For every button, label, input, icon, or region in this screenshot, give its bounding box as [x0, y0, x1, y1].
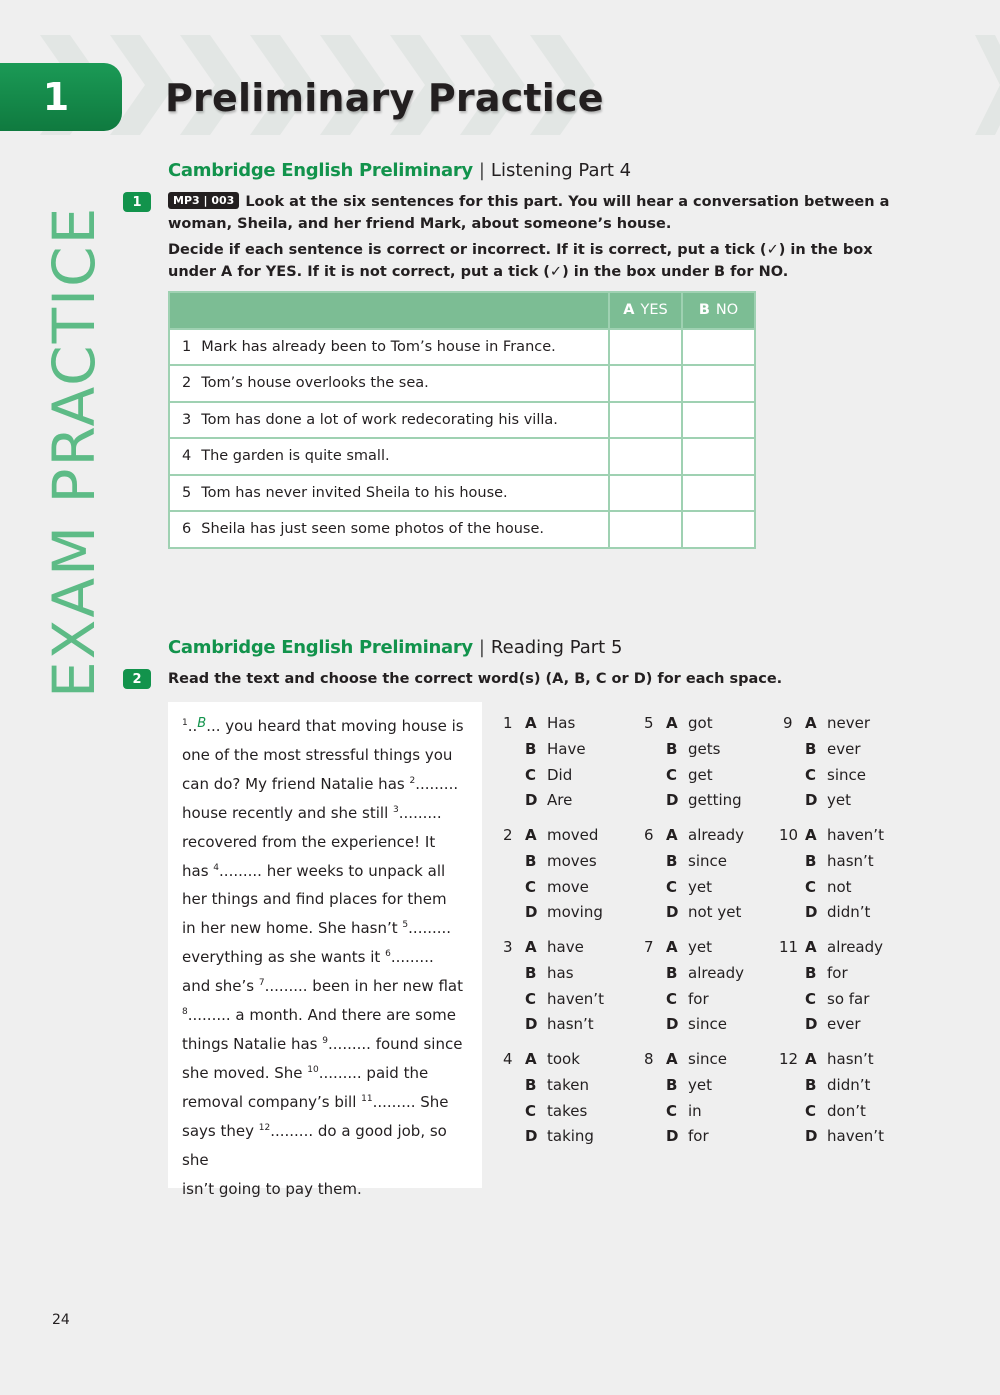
- statement-number: 5: [182, 484, 192, 501]
- option-text: for: [688, 1127, 709, 1146]
- text-line: [182, 1088, 472, 1117]
- option-letter: A: [666, 826, 678, 844]
- option-text: Has: [547, 714, 576, 732]
- column-label: NO: [715, 302, 739, 319]
- gap-number: 12: [258, 1122, 271, 1133]
- text-line: [182, 1059, 472, 1088]
- text-fragment: can do? My friend Natalie has: [182, 774, 410, 793]
- page-title: Preliminary Practice: [165, 76, 604, 120]
- answer-option[interactable]: [805, 1076, 870, 1102]
- option-text: taken: [547, 1075, 589, 1094]
- statement-text: Mark has already been to Tom’s house in France.: [201, 338, 556, 355]
- statement-number: 3: [182, 411, 192, 428]
- option-letter: D: [805, 791, 818, 810]
- column-label: YES: [640, 302, 668, 319]
- answer-option[interactable]: [666, 740, 720, 766]
- side-label-text: EXAM PRACTICE: [40, 205, 108, 698]
- option-text: haven’t: [827, 826, 884, 844]
- answer-option[interactable]: [666, 964, 744, 990]
- text-fragment: she moved. She: [182, 1063, 308, 1082]
- option-text: has: [547, 963, 574, 982]
- answer-box-yes[interactable]: [609, 511, 682, 548]
- audio-tag: MP3 | 003: [168, 192, 239, 209]
- text-line: [182, 914, 472, 943]
- option-text: haven’t: [547, 989, 604, 1008]
- gap-number: 9: [322, 1035, 329, 1046]
- answer-option[interactable]: [805, 1015, 861, 1041]
- option-text: not yet: [688, 903, 742, 922]
- option-letter: C: [525, 877, 537, 896]
- answer-option[interactable]: [525, 938, 584, 964]
- gap-number: 11: [361, 1093, 373, 1104]
- text-line: [182, 857, 472, 886]
- answer-option[interactable]: [666, 1015, 727, 1041]
- table-row: [169, 329, 755, 366]
- statement-text: Tom’s house overlooks the sea.: [201, 375, 429, 392]
- text-fragment: ......... her weeks to unpack all: [219, 861, 446, 880]
- option-text: takes: [547, 1101, 588, 1120]
- text-line: [182, 741, 472, 770]
- answer-option[interactable]: [666, 852, 727, 878]
- text-line: [182, 770, 472, 799]
- answer-box-yes[interactable]: [609, 475, 682, 512]
- option-text: have: [547, 938, 584, 956]
- statement-number: 6: [182, 521, 192, 538]
- text-fragment: .........: [398, 803, 442, 822]
- option-letter: C: [805, 877, 817, 896]
- question-number: 1: [503, 714, 513, 732]
- option-letter: B: [666, 739, 678, 758]
- gap-dots: ..: [187, 717, 198, 735]
- text-fragment: has: [182, 861, 214, 880]
- unit-number: 1: [42, 75, 70, 119]
- answer-box-yes[interactable]: [609, 402, 682, 439]
- option-letter: A: [525, 938, 537, 956]
- answer-option[interactable]: [805, 1050, 874, 1076]
- option-letter: C: [666, 1101, 678, 1120]
- option-letter: A: [525, 714, 537, 732]
- answer-option[interactable]: [805, 791, 851, 817]
- answer-option[interactable]: [805, 766, 866, 792]
- statement-text: Tom has never invited Sheila to his house.: [201, 484, 508, 501]
- option-text: ever: [827, 739, 861, 758]
- answer-option[interactable]: [666, 990, 709, 1016]
- answer-option[interactable]: [805, 964, 848, 990]
- question-number: 5: [644, 714, 654, 732]
- answer-option[interactable]: [525, 766, 572, 792]
- answer-option[interactable]: [666, 903, 741, 929]
- statement-cell: [169, 438, 609, 475]
- gap-number: 3: [393, 804, 399, 815]
- option-text: taking: [547, 1127, 594, 1146]
- option-letter: A: [525, 826, 537, 844]
- answer-option[interactable]: [525, 1076, 589, 1102]
- statement-number: 1: [182, 338, 192, 355]
- option-letter: C: [525, 989, 537, 1008]
- text-fragment: ......... been in her new flat: [264, 977, 463, 996]
- answer-option[interactable]: [525, 740, 586, 766]
- section1-heading: [168, 160, 631, 181]
- answer-option[interactable]: [525, 1127, 594, 1153]
- option-letter: C: [805, 765, 817, 784]
- answer-option[interactable]: [525, 826, 598, 852]
- option-text: since: [688, 1050, 727, 1068]
- answer-option[interactable]: [525, 964, 574, 990]
- option-text: already: [688, 963, 745, 982]
- page-number: 24: [52, 1312, 70, 1328]
- example-answer: B: [197, 716, 207, 731]
- text-fragment: ......... a month. And there are some: [187, 1006, 456, 1025]
- answer-option[interactable]: [525, 1102, 587, 1128]
- answer-option[interactable]: [666, 938, 712, 964]
- option-letter: B: [805, 851, 817, 870]
- option-letter: B: [666, 851, 678, 870]
- option-letter: A: [525, 1050, 537, 1068]
- option-text: yet: [688, 877, 712, 896]
- option-letter: B: [666, 1075, 678, 1094]
- answer-option[interactable]: [805, 826, 884, 852]
- option-text: since: [827, 765, 866, 784]
- option-letter: B: [525, 1075, 537, 1094]
- option-text: Have: [547, 739, 586, 758]
- text-line: [182, 828, 472, 857]
- gap-number: 1: [182, 718, 188, 728]
- answer-box-no[interactable]: [682, 402, 755, 439]
- question-number: 4: [503, 1050, 513, 1068]
- text-fragment: ... you heard that moving house is: [206, 717, 464, 735]
- option-letter: D: [805, 903, 818, 922]
- text-fragment: things Natalie has: [182, 1034, 323, 1053]
- option-letter: C: [666, 765, 678, 784]
- option-text: since: [688, 1015, 727, 1034]
- table-row: [169, 402, 755, 439]
- column-letter: A: [623, 302, 635, 319]
- option-letter: D: [666, 791, 679, 810]
- option-text: hasn’t: [547, 1015, 594, 1034]
- answer-option[interactable]: [666, 766, 713, 792]
- side-label: [40, 150, 108, 698]
- option-text: moving: [547, 903, 603, 922]
- option-letter: D: [805, 1127, 818, 1146]
- text-fragment: and she’s: [182, 977, 259, 996]
- option-text: Did: [547, 765, 573, 784]
- section1-instruction-2: Decide if each sentence is correct or incorrect. If it is correct, put a tick (✓) in the box under A for YES. If it is not correct, put a tick (✓) in the box under B for NO.: [168, 242, 873, 280]
- answer-option[interactable]: [525, 990, 604, 1016]
- question-number: 11: [779, 938, 799, 956]
- option-letter: B: [525, 963, 537, 982]
- answer-box-yes[interactable]: [609, 329, 682, 366]
- text-fragment: removal company’s bill: [182, 1092, 362, 1111]
- table-header-row: [169, 292, 755, 329]
- table-row: [169, 365, 755, 402]
- option-text: didn’t: [827, 1075, 871, 1094]
- gap-number: 10: [307, 1064, 319, 1075]
- option-text: ever: [827, 1015, 861, 1034]
- reading-text-box: [168, 702, 482, 1198]
- question-number: 6: [644, 826, 654, 844]
- column-header-yes: [609, 292, 682, 329]
- text-fragment: ......... paid the: [318, 1063, 429, 1082]
- column-letter: B: [698, 302, 710, 319]
- answer-box-no[interactable]: [682, 475, 755, 512]
- answer-box-no[interactable]: [682, 329, 755, 366]
- answer-option[interactable]: [805, 852, 874, 878]
- option-letter: C: [666, 877, 678, 896]
- option-text: moved: [547, 826, 599, 844]
- option-text: not: [827, 877, 852, 896]
- option-text: already: [827, 938, 884, 956]
- gap-number: 8: [182, 1007, 188, 1018]
- text-line: [182, 1030, 472, 1059]
- answer-option[interactable]: [805, 740, 861, 766]
- answer-option[interactable]: [666, 1050, 727, 1076]
- statement-text: Sheila has just seen some photos of the house.: [201, 521, 544, 538]
- answer-box-no[interactable]: [682, 365, 755, 402]
- text-line: [182, 943, 472, 972]
- question-number: 3: [503, 938, 513, 956]
- answer-option[interactable]: [805, 1127, 884, 1153]
- section2-brand: Cambridge English Preliminary: [168, 637, 473, 658]
- instruction-text: Look at the six sentences for this part. You will hear a conversation between a woman, Sheila, and her friend Mark, about someone’s house.: [168, 194, 890, 232]
- option-text: move: [547, 877, 589, 896]
- option-text: took: [547, 1050, 580, 1068]
- option-letter: C: [805, 1101, 817, 1120]
- text-fragment: house recently and she still: [182, 803, 394, 822]
- option-text: yet: [827, 791, 851, 810]
- text-line: [182, 972, 472, 1001]
- answer-option[interactable]: [525, 878, 589, 904]
- gap-number: 7: [258, 978, 265, 989]
- option-letter: B: [805, 1075, 817, 1094]
- option-text: in: [688, 1101, 702, 1120]
- answer-option[interactable]: [666, 714, 713, 740]
- question-number: 12: [779, 1050, 799, 1068]
- option-letter: D: [525, 791, 538, 810]
- answer-option[interactable]: [525, 791, 572, 817]
- answer-option[interactable]: [525, 1050, 580, 1076]
- option-letter: C: [525, 765, 537, 784]
- option-text: haven’t: [827, 1127, 884, 1146]
- exercise-number-badge: 2: [123, 669, 151, 689]
- text-line: [182, 1001, 472, 1030]
- gap-number: 5: [402, 920, 409, 931]
- statement-number: 2: [182, 375, 192, 392]
- statement-text: Tom has done a lot of work redecorating his villa.: [201, 411, 558, 428]
- option-text: yet: [688, 938, 712, 956]
- text-fragment: says they: [182, 1121, 259, 1140]
- text-fragment: ......... do a good job, so she: [182, 1121, 447, 1169]
- option-letter: D: [525, 1015, 538, 1034]
- table-header-blank: [169, 292, 609, 329]
- option-letter: D: [805, 1015, 818, 1034]
- text-line: [182, 799, 472, 828]
- option-text: didn’t: [827, 903, 871, 922]
- option-text: hasn’t: [827, 851, 874, 870]
- answer-option[interactable]: [666, 1127, 709, 1153]
- statement-cell: [169, 329, 609, 366]
- answer-box-no[interactable]: [682, 438, 755, 475]
- answer-box-no[interactable]: [682, 511, 755, 548]
- answer-option[interactable]: [666, 791, 742, 817]
- option-letter: A: [805, 714, 817, 732]
- text-fragment: isn’t going to pay them.: [182, 1179, 362, 1198]
- option-text: already: [688, 826, 745, 844]
- question-number: 8: [644, 1050, 654, 1068]
- section2-separator: |: [478, 637, 485, 658]
- text-fragment: one of the most stressful things you: [182, 745, 453, 764]
- section1-brand: Cambridge English Preliminary: [168, 160, 473, 181]
- answer-option[interactable]: [666, 878, 712, 904]
- table-row: [169, 511, 755, 548]
- option-text: Are: [547, 791, 573, 810]
- option-letter: D: [525, 903, 538, 922]
- answer-box-yes[interactable]: [609, 365, 682, 402]
- answer-option[interactable]: [525, 1015, 594, 1041]
- option-text: for: [688, 989, 709, 1008]
- option-letter: C: [805, 989, 817, 1008]
- text-fragment: .........: [390, 948, 434, 967]
- answer-option[interactable]: [805, 1102, 866, 1128]
- question-number: 10: [779, 826, 799, 844]
- option-letter: C: [666, 989, 678, 1008]
- answer-option[interactable]: [666, 826, 744, 852]
- option-letter: D: [525, 1127, 538, 1146]
- answer-option[interactable]: [805, 878, 852, 904]
- answer-option[interactable]: [805, 990, 869, 1016]
- table-body: [169, 329, 755, 548]
- answer-box-yes[interactable]: [609, 438, 682, 475]
- option-letter: B: [805, 963, 817, 982]
- option-letter: D: [666, 903, 679, 922]
- answer-option[interactable]: [525, 714, 575, 740]
- section1-part: Listening Part 4: [490, 160, 632, 181]
- statement-number: 4: [182, 448, 192, 465]
- section2-heading: [168, 637, 622, 658]
- question-number: 2: [503, 826, 513, 844]
- statement-cell: [169, 475, 609, 512]
- option-letter: A: [666, 714, 678, 732]
- option-text: gets: [688, 739, 721, 758]
- option-letter: D: [666, 1015, 679, 1034]
- answer-option[interactable]: [666, 1076, 712, 1102]
- option-text: yet: [688, 1075, 712, 1094]
- question-number: 7: [644, 938, 654, 956]
- text-fragment: recovered from the experience! It: [182, 832, 436, 851]
- statement-text: The garden is quite small.: [201, 448, 390, 465]
- text-fragment: in her new home. She hasn’t: [182, 919, 403, 938]
- option-letter: A: [805, 938, 817, 956]
- text-line: [182, 885, 472, 914]
- option-text: get: [688, 765, 713, 784]
- gap-number: 6: [385, 949, 391, 960]
- option-letter: A: [666, 1050, 678, 1068]
- option-letter: D: [666, 1127, 679, 1146]
- option-letter: B: [666, 963, 678, 982]
- option-text: moves: [547, 851, 597, 870]
- answer-option[interactable]: [525, 852, 597, 878]
- exercise-number-badge: 1: [123, 192, 151, 212]
- text-fragment: her things and find places for them: [182, 890, 447, 909]
- option-text: for: [827, 963, 848, 982]
- yes-no-table: [168, 291, 756, 549]
- answer-option[interactable]: [666, 1102, 702, 1128]
- option-text: never: [827, 714, 871, 732]
- gap-number: 4: [213, 862, 220, 873]
- option-text: since: [688, 851, 727, 870]
- section1-instructions: [168, 191, 898, 283]
- text-fragment: ......... found since: [328, 1034, 463, 1053]
- answer-option[interactable]: [805, 903, 870, 929]
- option-letter: A: [805, 826, 817, 844]
- text-fragment: .........: [408, 919, 452, 938]
- option-letter: A: [805, 1050, 817, 1068]
- statement-cell: [169, 511, 609, 548]
- section2-instruction: Read the text and choose the correct word(s) (A, B, C or D) for each space.: [168, 671, 783, 687]
- option-text: don’t: [827, 1101, 866, 1120]
- option-letter: B: [805, 739, 817, 758]
- gap-number: 2: [409, 775, 416, 786]
- section1-separator: |: [478, 160, 485, 181]
- option-text: so far: [827, 989, 870, 1008]
- answer-option[interactable]: [525, 903, 603, 929]
- option-letter: B: [525, 739, 537, 758]
- table-row: [169, 438, 755, 475]
- option-text: got: [688, 714, 713, 732]
- text-line: [182, 1117, 472, 1175]
- option-letter: A: [666, 938, 678, 956]
- option-letter: B: [525, 851, 537, 870]
- text-line: [182, 710, 472, 741]
- option-text: hasn’t: [827, 1050, 874, 1068]
- text-line: [182, 1175, 472, 1204]
- table-row: [169, 475, 755, 512]
- question-number: 9: [783, 714, 793, 732]
- text-fragment: everything as she wants it: [182, 948, 386, 967]
- text-fragment: ......... She: [372, 1092, 449, 1111]
- unit-number-tab: [0, 63, 122, 131]
- statement-cell: [169, 365, 609, 402]
- column-header-no: [682, 292, 755, 329]
- answer-option[interactable]: [805, 938, 883, 964]
- option-text: getting: [688, 791, 742, 810]
- answer-option[interactable]: [805, 714, 870, 740]
- option-letter: C: [525, 1101, 537, 1120]
- statement-cell: [169, 402, 609, 439]
- section2-part: Reading Part 5: [490, 637, 623, 658]
- text-fragment: .........: [415, 774, 459, 793]
- section1-instruction-1: [168, 191, 898, 235]
